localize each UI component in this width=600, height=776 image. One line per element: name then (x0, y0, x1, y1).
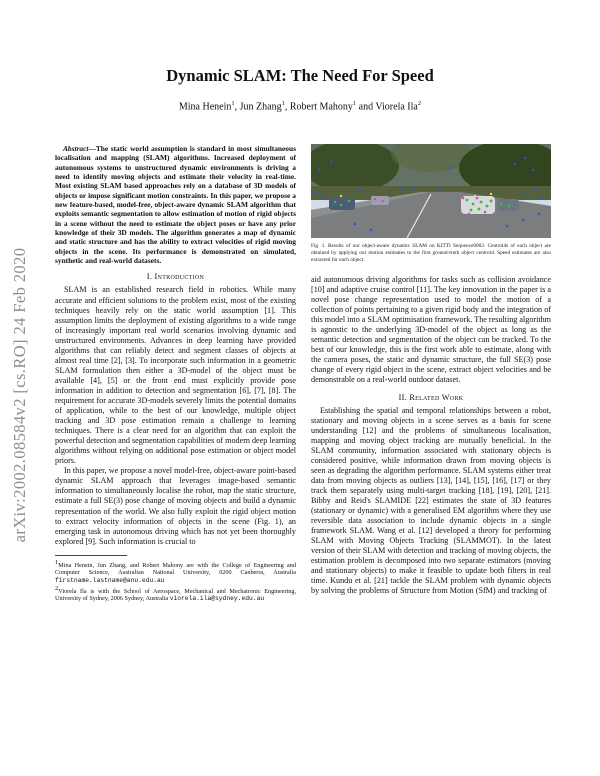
author-name: Robert Mahony (289, 101, 353, 113)
figure-caption: Fig. 1. Results of our object-aware dynamic SLAM on KITTI Sequence0003. Centroids of each object are obtained by applying our motion estimates to the first ground-truth object centroid. Speed estimates are also extracted for each object. (311, 243, 551, 263)
body-paragraph: SLAM is an established research field in robotics. While many accurate and efficient solutions to the problem exist, most of the existing techniques heavily rely on the static world assumption [1]. This assumption limits the deployment of existing algorithms to a wide range of increasingly important real world scenarios involving dynamic and unstructured environments. Advances in deep learning have provided algorithms that can reliably detect and segment classes of objects at almost real time [2], [3]. To incorporate such information in a geometric SLAM formulation then either a 3D-model of the object must be available [4], [5] or the front end must explicitly provide pose information in addition to detection and segmentation [6], [7], [8]. The requirement for accurate 3D-models severely limits the potential domains of application, while to the best of our knowledge, multiple object tracking and 3D pose estimation remain a challenge to learning techniques. There is a clear need for an algorithm that can exploit the powerful detection and segmentation capabilities of modern deep learning algorithms without relying on additional pose estimation or object model priors. (55, 285, 296, 466)
left-column (55, 144, 296, 603)
author-name: Jun Zhang (239, 101, 282, 113)
affiliation-mark: 1 (281, 100, 285, 107)
footnote: $^2$Viorela Ila is with the School of Aerospace, Mechanical and Mechatronic Engineering, University of Sydney, 2006 Sydney, Australia viorela.ila@sydney.edu.au (55, 584, 296, 603)
kitti-street-image (311, 144, 551, 238)
footnote: $^1$Mina Henein, Jun Zhang, and Robert Mahony are with the College of Engineering and Computer Science, Australian National University, 0200 Canberra, Australia firstname.lastname@anu.edu.au (55, 558, 296, 584)
abstract-text: —The static world assumption is standard in most simultaneous localisation and mapping (SLAM) algorithms. Increased deployment of autonomous systems to unstructured dynamic environments is driving a need to identify moving objects and estimate their velocity in real-time. Most existing SLAM based approaches rely on a database of 3D models of objects or impose significant motion constraints. In this paper, we propose a new feature-based, model-free, object-aware dynamic SLAM algorithm that exploits semantic segmentation to allow estimation of motion of rigid objects in a scene without the need to estimate the object poses or have any prior knowledge of their 3D models. The algorithm generates a map of dynamic and static structure and has the ability to extract velocities of rigid moving objects in the scene. Its performance is demonstrated on simulated, synthetic and real-world datasets. (55, 144, 296, 266)
body-paragraph: Establishing the spatial and temporal relationships between a robot, stationary and moving objects in a scene serves as a basis for scene understanding [12] and the problems of simultaneous localisation, mapping and moving object tracking are mutually beneficial. In the SLAM community, information associated with stationary objects is considered positive, while information drawn from moving objects is seen as degrading the algorithm performance. SLAM systems either treat data from moving objects as outliers [13], [14], [15], [16], [17] or they track them separately using multi-target tracking [18], [19], [20], [21]. Bibby and Reid's SLAMIDE [22] estimates the state of 3D features (stationary or dynamic) with a generalised EM algorithm where they use reversible data association to include dynamic objects in a single framework SLAM. Wang et al. [12] developed a theory for performing SLAM with Moving Objects Tracking (SLAMMOT). In the latest version of their SLAM with detection and tracking of moving objects, the estimation problem is decomposed into two separate estimators (moving and stationary objects) to make it feasible to update both filters in real time. Kundu et al. [21] tackle the SLAM problem with dynamic objects by solving the problems of Structure from Motion (SfM) and tracking of (311, 405, 551, 596)
right-column (311, 144, 551, 596)
email-address: firstname.lastname@anu.edu.au (55, 576, 165, 584)
author-name: Mina Henein (178, 101, 232, 113)
affiliation-mark: 1 (352, 100, 357, 107)
section-heading-related-work: II. Related Work (398, 392, 464, 402)
figure-kitti-scene (311, 144, 551, 238)
email-address: viorela.ila@sydney.edu.au (169, 595, 265, 603)
paper-title: Dynamic SLAM: The Need For Speed (166, 66, 434, 85)
arxiv-identifier-text: arXiv:2002.08584v2 [cs.RO] 24 Feb 2020 (10, 247, 29, 543)
abstract-label: Abstract (63, 144, 89, 153)
affiliation-mark: 1 (231, 100, 235, 107)
author-list: Mina Henein$^1$, Jun Zhang$^1$, Robert Mahony$^1$ and Viorela Ila$^2$ (178, 100, 422, 113)
section-heading-introduction: I. Introduction (146, 272, 205, 282)
arxiv-identifier-stamp (6, 180, 34, 610)
body-paragraph: In this paper, we propose a novel model-free, object-aware point-based dynamic SLAM approach that leverages image-based semantic information to simultaneously localise the robot, map the static structure, estimate a full SE(3) pose change of moving objects and build a dynamic representation of the world. We also fully exploit the rigid object motion to extract velocity information of objects in the scene (Fig. 1), an emerging task in autonomous driving which has not yet been thoroughly explored [9]. Such information is crucial to (55, 466, 296, 546)
author-name: Viorela Ila (375, 101, 418, 113)
abstract (55, 144, 296, 265)
affiliation-mark: 2 (417, 100, 422, 107)
footnote-divider (55, 555, 127, 556)
body-paragraph: aid autonomous driving algorithms for tasks such as collision avoidance [10] and adaptive cruise control [11]. The key innovation in the paper is a novel pose change representation used to model the motion of a collection of points pertaining to a given rigid body and the integration of this model into a SLAM optimisation framework. The resulting algorithm is agnostic to the underlying 3D-model of the object as long as the semantic detection and segmentation of the object can be tracked. To the best of our knowledge, this is the first work able to estimate, along with the camera poses, the static and dynamic structure, the full SE(3) pose change of every rigid object in the scene, extract object velocities and be demonstrable on a real-world outdoor dataset. (311, 275, 551, 385)
